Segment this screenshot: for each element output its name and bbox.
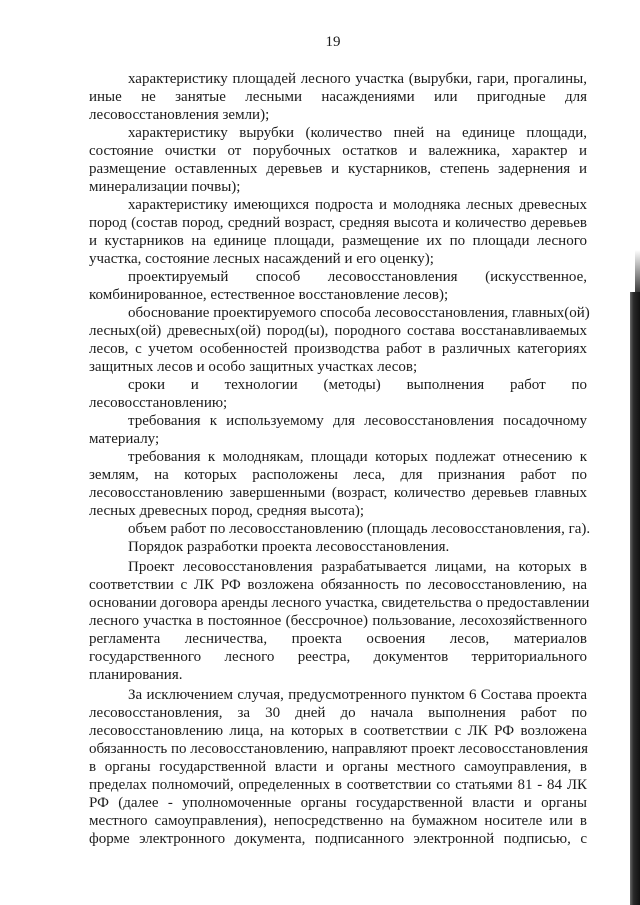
paragraph	[89, 448, 587, 520]
text-line: защитных лесов и особо защитных участках лесов;	[89, 359, 418, 375]
text-line: обоснование проектируемого способа лесовосстановления, главных(ой)	[128, 305, 590, 321]
text-line: характеристику имеющихся подроста и молодняка лесных древесных	[128, 197, 587, 213]
text-line: За исключением случая, предусмотренного пунктом 6 Состава проекта	[128, 687, 587, 703]
text-line: участка, состояние лесных насаждений и его оценку);	[89, 251, 434, 267]
text-line: характеристику вырубки (количество пней на единице площади,	[128, 125, 587, 141]
scan-edge-shadow-top	[635, 250, 640, 294]
paragraph	[89, 124, 587, 196]
text-line: государственного лесного реестра, документов территориального	[89, 649, 587, 665]
text-line: размещение оставленных деревьев и кустарников, степень задернения и	[89, 161, 587, 177]
text-line: обязанность по лесовосстановлению, направляют проект лесовосстановления	[89, 741, 589, 757]
text-line: лесовосстановлению лица, на которых в соответствии с ЛК РФ возложена	[89, 723, 587, 739]
text-line: материалу;	[89, 431, 160, 447]
paragraph	[89, 304, 590, 376]
text-line: в органы государственной власти и органы местного самоуправления, в	[89, 759, 587, 775]
paragraph	[89, 558, 590, 684]
text-line: лесовосстановления земли);	[89, 107, 270, 123]
section-heading: Порядок разработки проекта лесовосстановления.	[128, 539, 450, 555]
paragraph	[89, 376, 587, 412]
page-number: 19	[325, 34, 341, 50]
text-line: требования к молоднякам, площади которых подлежат отнесению к	[128, 449, 587, 465]
text-line: иные не занятые лесными насаждениями или пригодные для	[89, 89, 587, 105]
text-line: пород (состав пород, средний возраст, средняя высота и количество деревьев	[89, 215, 587, 231]
text-line: и кустарников на единице площади, размещение их по площади лесного	[89, 233, 587, 249]
paragraph	[89, 70, 587, 124]
text-line: лесного участка в постоянное (бессрочное) пользование, лесохозяйственного	[89, 613, 587, 629]
paragraph	[89, 686, 587, 848]
text-line: состояние очистки от порубочных остатков и валежника, характер и	[89, 143, 587, 159]
paragraph	[89, 520, 591, 538]
text-line: планирования.	[89, 667, 183, 683]
text-line: лесных(ой) древесных(ой) пород(ы), породного состава восстанавливаемых	[89, 323, 587, 339]
text-line: РФ (далее - уполномоченные органы государственной власти и органы	[89, 795, 587, 811]
paragraph	[89, 196, 587, 268]
text-line: лесовосстановлению завершенными (возраст, количество деревьев главных	[89, 485, 587, 501]
text-line: минерализации почвы);	[89, 179, 241, 195]
text-line: соответствии с ЛК РФ возложена обязанность по лесовосстановлению, на	[89, 577, 587, 593]
text-line: Проект лесовосстановления разрабатывается лицами, на которых в	[128, 559, 587, 575]
text-line: требования к используемому для лесовосстановления посадочному	[128, 413, 587, 429]
paragraph	[89, 412, 587, 448]
text-line: объем работ по лесовосстановлению (площадь лесовосстановления, га).	[128, 521, 591, 537]
text-line: землям, на которых расположены леса, для признания работ по	[89, 467, 587, 483]
text-line: лесных древесных пород, средняя высота);	[89, 503, 365, 519]
text-line: лесовосстановлению;	[89, 395, 228, 411]
text-line: лесов, с учетом особенностей производства работ в различных категориях	[89, 341, 587, 357]
scan-edge-shadow	[630, 292, 640, 905]
paragraph	[89, 268, 587, 304]
text-line: основании договора аренды лесного участка, свидетельства о предоставлении	[89, 595, 590, 611]
text-line: регламента лесничества, проекта освоения лесов, материалов	[89, 631, 587, 647]
text-line: форме электронного документа, подписанного электронной подписью, с	[89, 831, 587, 847]
document-body	[89, 70, 591, 848]
text-line: комбинированное, естественное восстановление лесов);	[89, 287, 449, 303]
text-line: сроки и технологии (методы) выполнения работ по	[128, 377, 587, 393]
text-line: характеристику площадей лесного участка (вырубки, гари, прогалины,	[128, 71, 587, 87]
paragraph	[89, 538, 587, 556]
text-line: лесовосстановления, за 30 дней до начала выполнения работ по	[89, 705, 587, 721]
text-line: проектируемый способ лесовосстановления (искусственное,	[128, 269, 587, 285]
text-line: местного самоуправления), непосредственно на бумажном носителе или в	[89, 813, 587, 829]
text-line: пределах полномочий, определенных в соответствии со статьями 81 - 84 ЛК	[89, 777, 587, 793]
